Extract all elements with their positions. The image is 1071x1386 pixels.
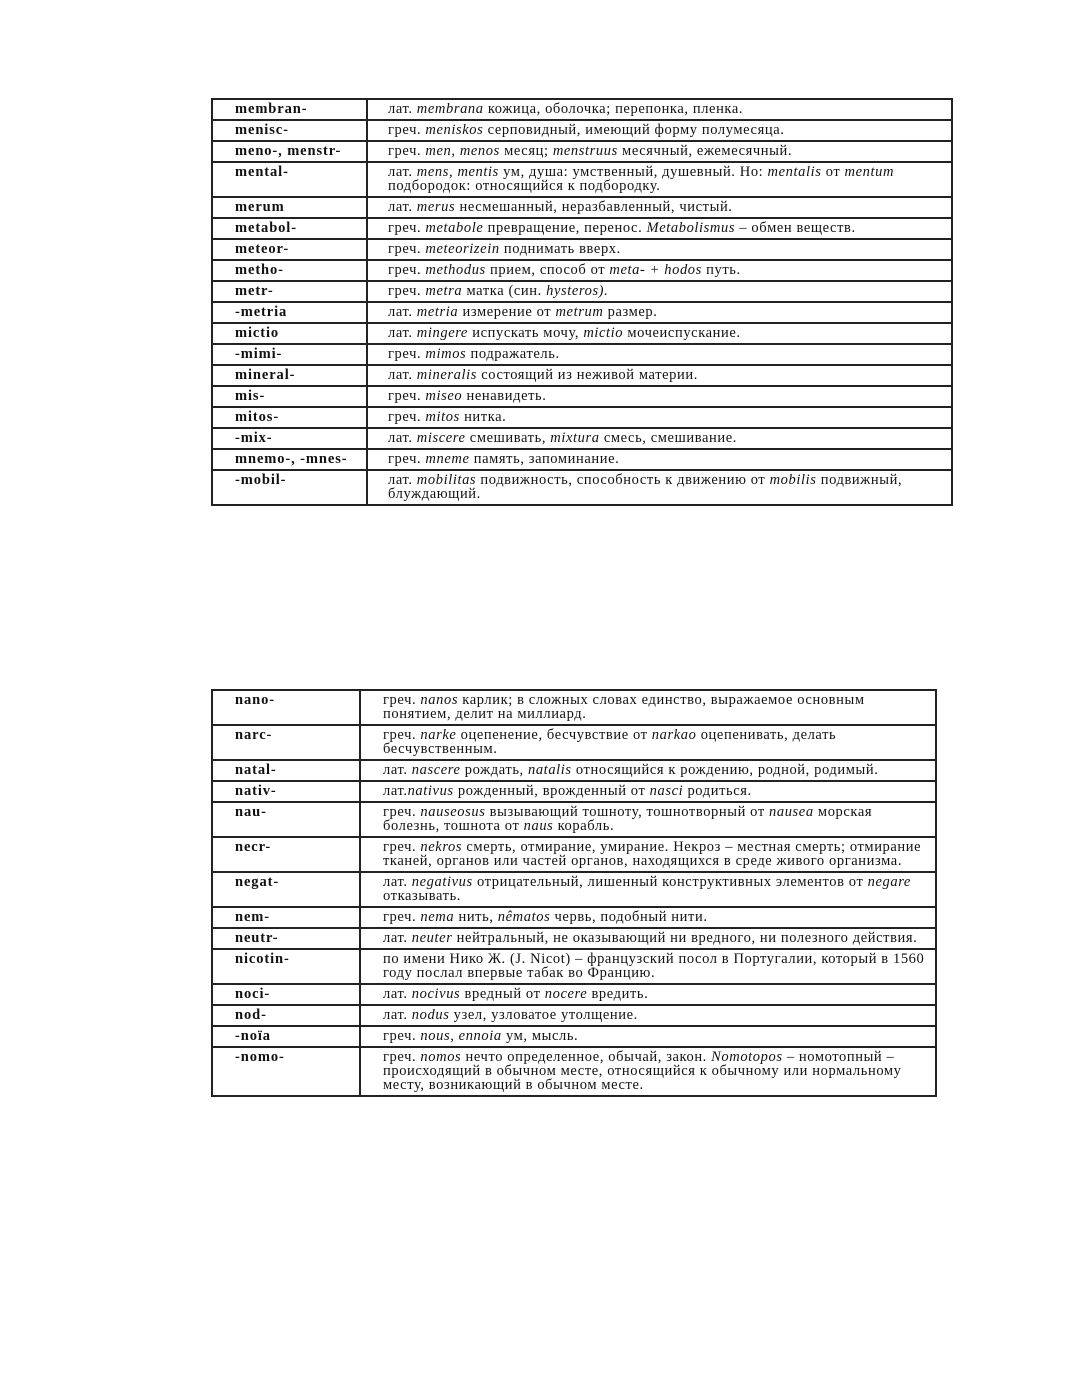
definition-italic-text: narkao: [651, 727, 697, 743]
definition-text: лат.: [383, 783, 408, 799]
term-cell: meno-, menstr-: [212, 141, 367, 162]
definition-cell: [367, 260, 952, 281]
definition-italic-text: mobilitas: [416, 472, 477, 488]
definition-text: нитка.: [459, 409, 507, 425]
definition-text: карлик; в сложных словах единство, выражаемое основным понятием, делит на миллиард.: [383, 692, 865, 722]
term-cell: merum: [212, 197, 367, 218]
table-row: [212, 984, 936, 1005]
definition-italic-text: men, menos: [425, 143, 500, 159]
definition-text: лат.: [388, 164, 417, 180]
definition-italic-text: nodus: [411, 1007, 450, 1023]
definition-italic-text: mneme: [425, 451, 470, 467]
definition-italic-text: methodus: [425, 262, 486, 278]
definition-italic-text: metrum: [555, 304, 604, 320]
glossary-table-m: [211, 98, 953, 506]
definition-text: лат.: [388, 304, 417, 320]
term-cell: -nomo-: [212, 1047, 360, 1096]
term-cell: mitos-: [212, 407, 367, 428]
definition-text: лат.: [383, 1007, 412, 1023]
glossary-table-n-body: [212, 690, 936, 1096]
definition-text: кожица, оболочка; перепонка, пленка.: [483, 101, 744, 117]
definition-italic-text: nascere: [411, 762, 461, 778]
definition-cell: [367, 218, 952, 239]
term-cell: metr-: [212, 281, 367, 302]
glossary-table-m-body: [212, 99, 952, 505]
definition-text: греч.: [383, 1028, 421, 1044]
definition-italic-text: nativus: [407, 783, 454, 799]
table-row: [212, 428, 952, 449]
definition-italic-text: mimos: [425, 346, 467, 362]
definition-cell: [367, 99, 952, 120]
definition-text: смесь, смешивание.: [599, 430, 737, 446]
definition-italic-text: naus: [523, 818, 554, 834]
table-row: [212, 365, 952, 386]
definition-italic-text: mentum: [844, 164, 895, 180]
term-cell: necr-: [212, 837, 360, 872]
definition-italic-text: miscere: [416, 430, 466, 446]
table-row: [212, 323, 952, 344]
definition-text: лат.: [388, 367, 417, 383]
table-row: [212, 928, 936, 949]
term-cell: nicotin-: [212, 949, 360, 984]
definition-text: вызывающий тошноту, тошнотворный от: [485, 804, 769, 820]
definition-text: греч.: [388, 122, 426, 138]
definition-cell: [360, 928, 936, 949]
table-row: [212, 1026, 936, 1047]
definition-cell: [360, 1026, 936, 1047]
definition-text: месячный, ежемесячный.: [617, 143, 793, 159]
definition-text: превращение, перенос.: [483, 220, 647, 236]
definition-text: лат.: [383, 874, 412, 890]
definition-text: греч.: [388, 388, 426, 404]
definition-text: путь.: [701, 262, 741, 278]
definition-italic-text: mens, mentis: [416, 164, 499, 180]
definition-text: память, запоминание.: [469, 451, 620, 467]
term-cell: negat-: [212, 872, 360, 907]
definition-cell: [367, 239, 952, 260]
definition-italic-text: mictio: [583, 325, 624, 341]
definition-text: лат.: [388, 199, 417, 215]
definition-text: смешивать,: [465, 430, 551, 446]
definition-italic-text: metabole: [425, 220, 484, 236]
definition-italic-text: nocere: [544, 986, 588, 1002]
definition-text: греч.: [383, 804, 421, 820]
definition-text: испускать мочу,: [467, 325, 584, 341]
definition-italic-text: metra: [425, 283, 463, 299]
definition-italic-text: natalis: [527, 762, 572, 778]
definition-text: нечто определенное, обычай, закон.: [461, 1049, 712, 1065]
table-row: [212, 907, 936, 928]
definition-text: месяц;: [499, 143, 553, 159]
table-row: [212, 1005, 936, 1026]
definition-text: – обмен веществ.: [735, 220, 856, 236]
definition-italic-text: nous, ennoia: [420, 1028, 502, 1044]
definition-text: греч.: [383, 909, 421, 925]
definition-text: матка (син.: [462, 283, 547, 299]
definition-cell: [360, 690, 936, 725]
table-row: [212, 141, 952, 162]
term-cell: nativ-: [212, 781, 360, 802]
definition-italic-text: miseo: [425, 388, 463, 404]
definition-cell: [367, 323, 952, 344]
definition-cell: [367, 365, 952, 386]
definition-text: от: [821, 164, 845, 180]
definition-cell: [360, 949, 936, 984]
definition-text: вредный от: [460, 986, 545, 1002]
term-cell: nod-: [212, 1005, 360, 1026]
definition-cell: [360, 760, 936, 781]
definition-cell: [367, 141, 952, 162]
term-cell: metho-: [212, 260, 367, 281]
definition-italic-text: nausea: [769, 804, 814, 820]
definition-italic-text: mentalis: [767, 164, 822, 180]
definition-text: греч.: [388, 220, 426, 236]
definition-text: поднимать вверх.: [499, 241, 621, 257]
table-row: [212, 802, 936, 837]
definition-text: нить,: [454, 909, 498, 925]
term-cell: -mimi-: [212, 344, 367, 365]
definition-text: греч.: [383, 839, 421, 855]
term-cell: -noïa: [212, 1026, 360, 1047]
definition-cell: [367, 197, 952, 218]
table-row: [212, 162, 952, 197]
definition-cell: [367, 449, 952, 470]
table-row: [212, 281, 952, 302]
definition-italic-text: Metabolismus: [646, 220, 736, 236]
definition-italic-text: mixtura: [550, 430, 600, 446]
term-cell: membran-: [212, 99, 367, 120]
definition-text: рождать,: [460, 762, 528, 778]
definition-text: греч.: [383, 1049, 421, 1065]
definition-text: греч.: [388, 346, 426, 362]
definition-cell: [360, 781, 936, 802]
term-cell: mnemo-, -mnes-: [212, 449, 367, 470]
term-cell: neutr-: [212, 928, 360, 949]
definition-text: лат.: [383, 986, 412, 1002]
definition-italic-text: meniskos: [425, 122, 484, 138]
definition-cell: [367, 162, 952, 197]
definition-text: нейтральный, не оказывающий ни вредного, ни полезного действия.: [452, 930, 918, 946]
definition-text: греч.: [383, 727, 421, 743]
table-row: [212, 386, 952, 407]
definition-cell: [367, 344, 952, 365]
definition-text: греч.: [388, 283, 426, 299]
definition-italic-text: metria: [416, 304, 459, 320]
definition-text: лат.: [383, 930, 412, 946]
definition-cell: [360, 907, 936, 928]
table-row: [212, 197, 952, 218]
definition-text: оцепенивать, делать бесчувственным.: [383, 727, 837, 757]
definition-text: прием, способ от: [485, 262, 610, 278]
term-cell: narc-: [212, 725, 360, 760]
definition-cell: [360, 1005, 936, 1026]
definition-italic-text: nêmatos: [497, 909, 551, 925]
definition-text: размер.: [603, 304, 658, 320]
definition-text: отказывать.: [383, 888, 462, 904]
definition-text: греч.: [383, 692, 421, 708]
definition-text: отрицательный, лишенный конструктивных элементов от: [472, 874, 868, 890]
definition-text: серповидный, имеющий форму полумесяца.: [483, 122, 785, 138]
table-row: [212, 99, 952, 120]
definition-cell: [367, 428, 952, 449]
definition-italic-text: hysteros).: [546, 283, 609, 299]
table-row: [212, 449, 952, 470]
glossary-table-n: [211, 689, 937, 1097]
table-row: [212, 260, 952, 281]
definition-text: греч.: [388, 409, 426, 425]
definition-cell: [360, 872, 936, 907]
definition-text: вредить.: [587, 986, 649, 1002]
table-row: [212, 760, 936, 781]
definition-text: лат.: [388, 430, 417, 446]
definition-text: червь, подобный нити.: [550, 909, 708, 925]
definition-text: относящийся к рождению, родной, родимый.: [571, 762, 879, 778]
definition-text: смерть, отмирание, умирание. Некроз – местная смерть; отмирание тканей, органов или частей органов, находящихся в среде живого организма.: [383, 839, 922, 869]
definition-italic-text: mineralis: [416, 367, 477, 383]
table-row: [212, 949, 936, 984]
definition-cell: [360, 725, 936, 760]
definition-text: измерение от: [458, 304, 556, 320]
definition-text: лат.: [388, 472, 417, 488]
definition-text: ненавидеть.: [462, 388, 547, 404]
table-row: [212, 302, 952, 323]
definition-text: – номотопный – происходящий в обычном месте, относящийся к обычному или нормальному месту, возникающий в обычном месте.: [383, 1049, 902, 1093]
definition-text: лат.: [383, 762, 412, 778]
definition-italic-text: nema: [420, 909, 455, 925]
definition-italic-text: nekros: [420, 839, 463, 855]
table-row: [212, 690, 936, 725]
definition-cell: [360, 837, 936, 872]
table-row: [212, 344, 952, 365]
term-cell: nano-: [212, 690, 360, 725]
table-row: [212, 120, 952, 141]
table-row: [212, 218, 952, 239]
definition-italic-text: mingere: [416, 325, 468, 341]
definition-text: греч.: [388, 241, 426, 257]
term-cell: -mobil-: [212, 470, 367, 505]
term-cell: metabol-: [212, 218, 367, 239]
definition-italic-text: neuter: [411, 930, 453, 946]
table-row: [212, 407, 952, 428]
term-cell: noci-: [212, 984, 360, 1005]
definition-cell: [367, 407, 952, 428]
definition-italic-text: negativus: [411, 874, 473, 890]
table-row: [212, 837, 936, 872]
definition-text: ум, мысль.: [501, 1028, 579, 1044]
term-cell: -metria: [212, 302, 367, 323]
definition-cell: [360, 984, 936, 1005]
definition-cell: [360, 802, 936, 837]
table-row: [212, 470, 952, 505]
table-row: [212, 239, 952, 260]
definition-text: узел, узловатое утолщение.: [449, 1007, 638, 1023]
definition-italic-text: Nomotopos: [711, 1049, 783, 1065]
table-row: [212, 725, 936, 760]
term-cell: mis-: [212, 386, 367, 407]
definition-text: греч.: [388, 451, 426, 467]
definition-italic-text: negare: [867, 874, 911, 890]
definition-text: греч.: [388, 262, 426, 278]
definition-text: лат.: [388, 101, 417, 117]
definition-text: несмешанный, неразбавленный, чистый.: [455, 199, 733, 215]
term-cell: natal-: [212, 760, 360, 781]
definition-italic-text: meta- + hodos: [609, 262, 702, 278]
term-cell: mictio: [212, 323, 367, 344]
definition-italic-text: nomos: [420, 1049, 462, 1065]
definition-italic-text: mitos: [425, 409, 460, 425]
term-cell: -mix-: [212, 428, 367, 449]
definition-italic-text: merus: [416, 199, 456, 215]
definition-italic-text: nauseosus: [420, 804, 486, 820]
definition-text: подбородок: относящийся к подбородку.: [388, 178, 661, 194]
definition-italic-text: mobilis: [769, 472, 817, 488]
definition-text: по имени Нико Ж. (J. Nicot) – французский посол в Португалии, который в 1560 году послал впервые табак во Францию.: [383, 951, 925, 981]
definition-text: подвижность, способность к движению от: [476, 472, 770, 488]
definition-italic-text: menstruus: [552, 143, 618, 159]
definition-text: ум, душа: умственный, душевный. Но:: [498, 164, 768, 180]
definition-cell: [360, 1047, 936, 1096]
definition-italic-text: membrana: [416, 101, 484, 117]
table-row: [212, 781, 936, 802]
definition-text: подражатель.: [466, 346, 560, 362]
table-row: [212, 872, 936, 907]
definition-text: мочеиспускание.: [623, 325, 741, 341]
definition-cell: [367, 120, 952, 141]
table-row: [212, 1047, 936, 1096]
definition-text: подвижный, блуждающий.: [388, 472, 903, 502]
term-cell: mental-: [212, 162, 367, 197]
definition-text: оцепенение, бесчувствие от: [456, 727, 652, 743]
definition-text: лат.: [388, 325, 417, 341]
term-cell: menisc-: [212, 120, 367, 141]
definition-cell: [367, 386, 952, 407]
term-cell: nau-: [212, 802, 360, 837]
definition-text: рожденный, врожденный от: [453, 783, 650, 799]
definition-italic-text: nocivus: [411, 986, 461, 1002]
definition-cell: [367, 302, 952, 323]
definition-italic-text: meteorizein: [425, 241, 500, 257]
definition-cell: [367, 281, 952, 302]
definition-italic-text: nanos: [420, 692, 459, 708]
definition-text: корабль.: [553, 818, 615, 834]
definition-cell: [367, 470, 952, 505]
term-cell: nem-: [212, 907, 360, 928]
definition-text: морская болезнь, тошнота от: [383, 804, 873, 834]
definition-text: греч.: [388, 143, 426, 159]
definition-text: родиться.: [683, 783, 752, 799]
term-cell: meteor-: [212, 239, 367, 260]
term-cell: mineral-: [212, 365, 367, 386]
definition-italic-text: narke: [420, 727, 457, 743]
definition-text: состоящий из неживой материи.: [476, 367, 698, 383]
definition-italic-text: nasci: [649, 783, 684, 799]
